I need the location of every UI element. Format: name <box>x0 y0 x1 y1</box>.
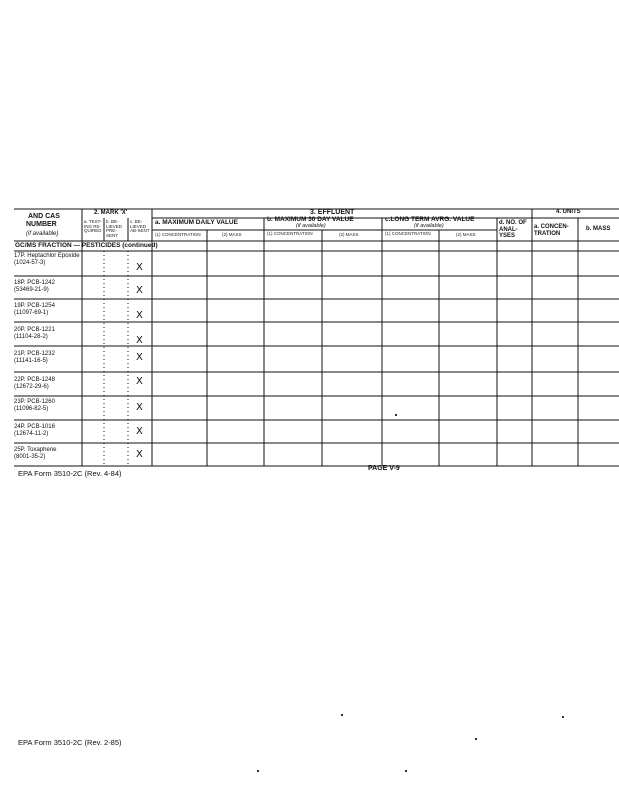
scan-speck <box>562 716 564 718</box>
mark-x-header: 2. MARK 'X' <box>94 210 128 216</box>
cas-number: (11104-28-2) <box>14 333 48 340</box>
row-24p <box>14 424 80 438</box>
believed-absent-mark: X <box>136 376 143 387</box>
pollutant-name: 24P. PCB-1016 <box>14 424 55 430</box>
believed-absent-mark: X <box>136 449 143 460</box>
form-number-bottom: EPA Form 3510-2C (Rev. 2-85) <box>18 738 122 747</box>
testing-required-header: a. TEST-ING RE-QUIRED <box>84 219 102 233</box>
effluent-header: 3. EFFLUENT <box>310 209 355 216</box>
row-25p <box>14 447 80 461</box>
pollutant-name: 17P. Heptachlor Epoxide <box>14 253 80 259</box>
scan-speck <box>257 770 259 772</box>
concentration-unit-header: a. CONCEN-TRATION <box>534 224 569 237</box>
max-30day-header: b. MAXIMUM 30 DAY VALUE <box>267 216 354 223</box>
row-21p <box>14 351 80 365</box>
scan-speck <box>395 414 397 416</box>
max-daily-mass-subheader: (2) MASS <box>222 232 242 237</box>
units-header: 4. UNITS <box>556 209 581 215</box>
believed-absent-mark: X <box>136 352 143 363</box>
long-term-header: c.LONG TERM AVRG. VALUE <box>385 216 475 223</box>
believed-absent-mark: X <box>136 402 143 413</box>
max-30day-conc-subheader: (1) CONCENTRATION <box>267 231 313 236</box>
page-number: PAGE V-9 <box>368 465 400 472</box>
row-22p <box>14 377 80 391</box>
scan-speck <box>475 738 477 740</box>
cas-number: (11097-69-1) <box>14 309 49 316</box>
believed-absent-mark: X <box>136 335 143 346</box>
cas-number: (12672-29-6) <box>14 383 49 390</box>
believed-present-header: b. BE-LIEVED PRE-SENT <box>106 219 123 238</box>
pollutant-header-line1: AND CAS <box>28 213 60 220</box>
pollutant-name: 20P. PCB-1221 <box>14 327 55 333</box>
believed-absent-mark: X <box>136 262 143 273</box>
fraction-section-title: GC/MS FRACTION — PESTICIDES (continued) <box>15 242 158 249</box>
pollutant-name: 25P. Toxaphene <box>14 447 57 453</box>
pollutant-name: 23P. PCB-1260 <box>14 399 55 405</box>
row-23p <box>14 399 80 413</box>
max-daily-conc-subheader: (1) CONCENTRATION <box>155 232 201 237</box>
long-term-note: (if available) <box>414 223 444 229</box>
pollutant-header-line2: NUMBER <box>26 221 57 228</box>
pollutant-name: 22P. PCB-1248 <box>14 377 55 383</box>
long-term-conc-subheader: (1) CONCENTRATION <box>385 231 431 236</box>
scan-speck <box>341 714 343 716</box>
cas-number: (11141-16-5) <box>14 357 48 364</box>
mass-unit-header: b. MASS <box>586 226 611 232</box>
believed-absent-header: c. BE-LIEVED AB-SENT <box>130 219 150 233</box>
pollutant-name: 21P. PCB-1232 <box>14 351 55 357</box>
row-17p <box>14 253 80 267</box>
max-30day-note: (if available) <box>296 223 326 229</box>
cas-number: (53469-21-9) <box>14 286 49 293</box>
pollutant-header-line3: (if available) <box>26 231 59 237</box>
pollutant-name: 18P. PCB-1242 <box>14 280 55 286</box>
form-number-footer: EPA Form 3510-2C (Rev. 4-84) <box>18 469 122 478</box>
believed-absent-mark: X <box>136 285 143 296</box>
scan-speck <box>405 770 407 772</box>
cas-number: (1024-57-3) <box>14 259 46 266</box>
cas-number: (11096-82-5) <box>14 405 49 412</box>
max-daily-header: a. MAXIMUM DAILY VALUE <box>155 219 238 226</box>
row-19p <box>14 303 80 317</box>
long-term-mass-subheader: (2) MASS <box>456 232 476 237</box>
believed-absent-mark: X <box>136 310 143 321</box>
cas-number: (12674-11-2) <box>14 430 49 437</box>
row-20p <box>14 327 80 341</box>
believed-absent-mark: X <box>136 426 143 437</box>
no-analyses-header: d. NO. OF ANAL-YSES <box>499 220 527 240</box>
cas-number: (8001-35-2) <box>14 453 46 460</box>
pollutant-name: 19P. PCB-1254 <box>14 303 55 309</box>
max-30day-mass-subheader: (2) MASS <box>339 232 359 237</box>
row-18p <box>14 280 80 294</box>
